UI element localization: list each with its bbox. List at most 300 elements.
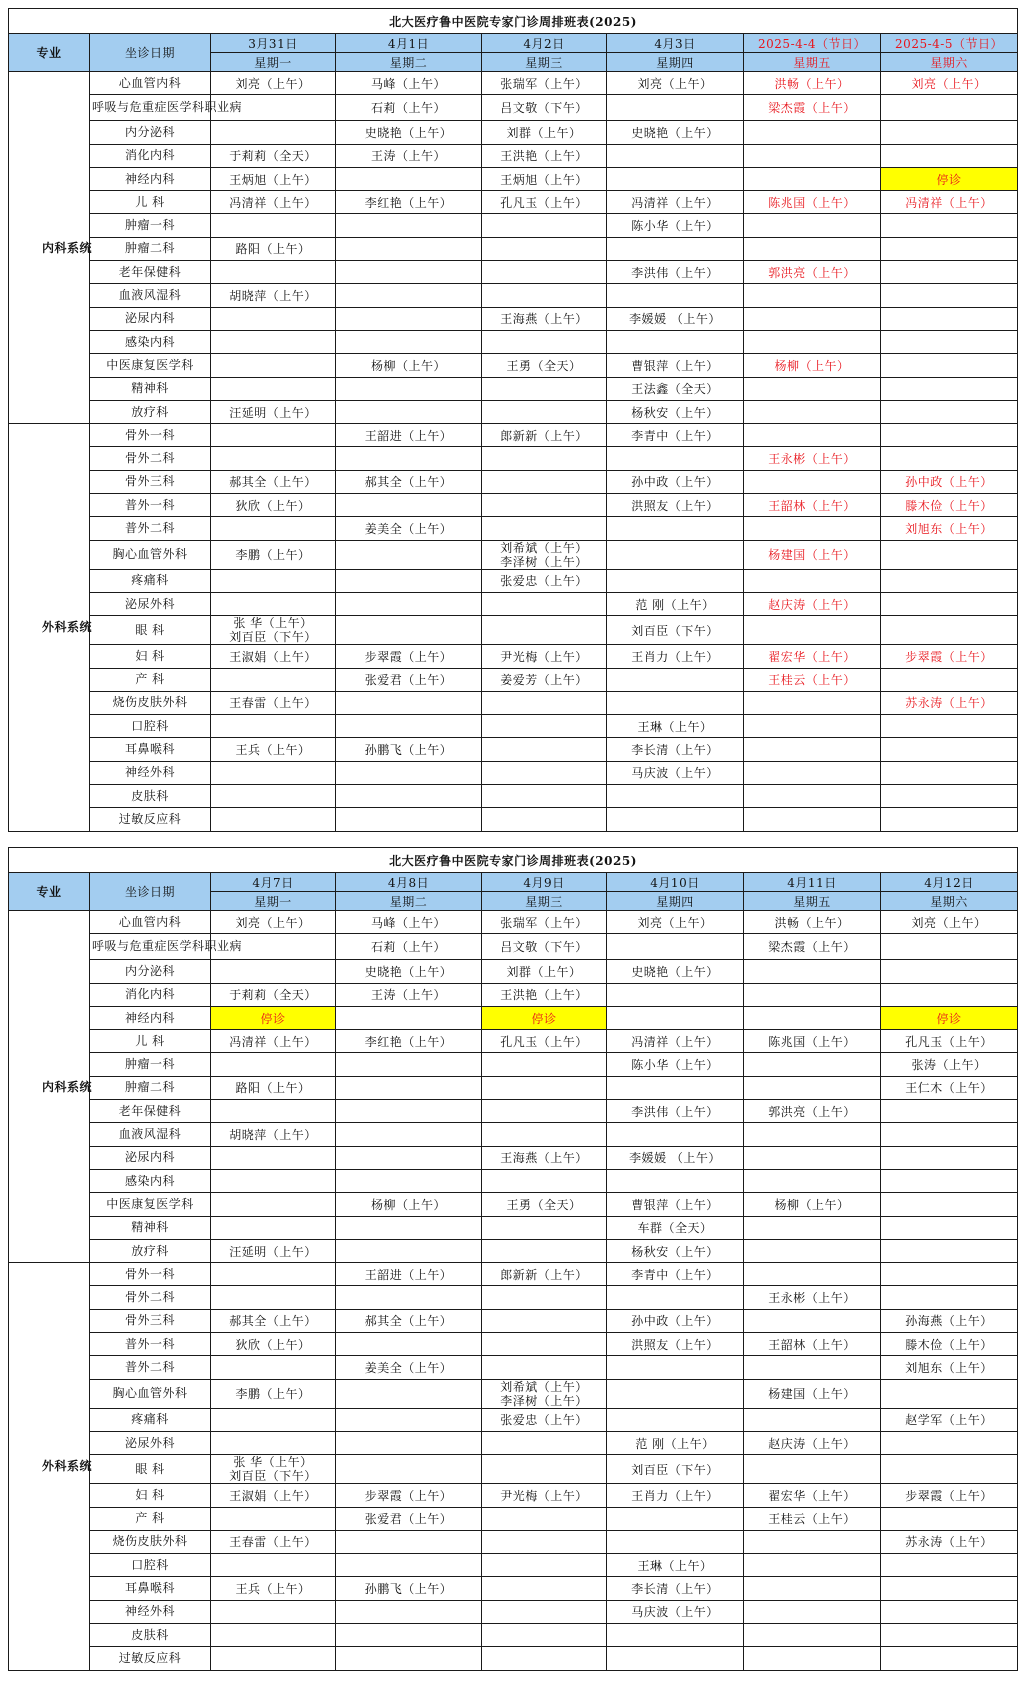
doctor-cell [881, 1100, 1018, 1123]
doctor-cell [336, 284, 482, 307]
department-name: 呼吸与危重症医学科职业病 [90, 934, 211, 960]
department-name: 骨外二科 [90, 1286, 211, 1309]
doctor-cell: 王韶林（上午） [744, 494, 881, 517]
department-name: 疼痛科 [90, 1408, 211, 1431]
doctor-cell [881, 1239, 1018, 1262]
doctor-cell [881, 284, 1018, 307]
doctor-cell [336, 447, 482, 470]
table-row [9, 470, 1018, 493]
doctor-cell [336, 400, 482, 423]
week-schedule-1 [8, 8, 1016, 832]
doctor-cell [336, 1624, 482, 1647]
doctor-cell [607, 1076, 744, 1099]
doctor-cell [881, 214, 1018, 237]
doctor-cell [336, 1647, 482, 1670]
doctor-cell [744, 1309, 881, 1332]
doctor-cell: 曹银萍（上午） [607, 354, 744, 377]
doctor-cell [881, 237, 1018, 260]
doctor-cell [211, 1169, 336, 1192]
schedule-table [8, 847, 1018, 1671]
doctor-cell [211, 715, 336, 738]
doctor-cell [336, 1100, 482, 1123]
doctor-cell [607, 1286, 744, 1309]
doctor-entry: 李泽树（上午） [500, 1393, 588, 1408]
doctor-cell [336, 1600, 482, 1623]
doctor-cell [881, 592, 1018, 615]
table-row [9, 1408, 1018, 1431]
doctor-cell [482, 400, 607, 423]
doctor-cell [482, 1286, 607, 1309]
doctor-cell [336, 330, 482, 353]
doctor-cell [211, 377, 336, 400]
doctor-cell: 李青中（上午） [607, 424, 744, 447]
department-name: 呼吸与危重症医学科职业病 [90, 95, 211, 121]
department-name: 心血管内科 [90, 911, 211, 934]
doctor-cell [744, 377, 881, 400]
table-row [9, 1006, 1018, 1029]
doctor-cell [211, 1263, 336, 1286]
system-label [9, 911, 93, 1263]
doctor-cell [211, 1356, 336, 1379]
doctor-cell: 张爱君（上午） [336, 668, 482, 691]
doctor-cell: 王永彬（上午） [744, 447, 881, 470]
doctor-cell [607, 983, 744, 1006]
doctor-cell: 刘亮（上午） [607, 911, 744, 934]
doctor-cell: 李红艳（上午） [336, 191, 482, 214]
doctor-cell: 杨建国（上午） [744, 1379, 881, 1408]
doctor-cell [744, 960, 881, 983]
table-row [9, 72, 1018, 95]
table-row [9, 284, 1018, 307]
doctor-cell [744, 517, 881, 540]
table-row [9, 1507, 1018, 1530]
doctor-cell: 李长清（上午） [607, 1577, 744, 1600]
doctor-cell [482, 1431, 607, 1454]
table-row [9, 808, 1018, 831]
doctor-cell [336, 592, 482, 615]
day-date-header: 2025-4-4（节日） [744, 34, 881, 53]
table-row [9, 1600, 1018, 1623]
doctor-cell: 王仁木（上午） [881, 1076, 1018, 1099]
doctor-cell: 孙中政（上午） [607, 470, 744, 493]
doctor-cell [744, 569, 881, 592]
table-row [9, 1530, 1018, 1553]
doctor-cell [607, 934, 744, 960]
doctor-cell [336, 785, 482, 808]
table-row [9, 1647, 1018, 1670]
doctor-cell: 姜美全（上午） [336, 517, 482, 540]
department-name: 泌尿内科 [90, 1146, 211, 1169]
doctor-cell: 刘亮（上午） [607, 72, 744, 95]
doctor-cell: 张爱忠（上午） [482, 1408, 607, 1431]
doctor-cell [744, 1263, 881, 1286]
doctor-cell [211, 668, 336, 691]
doctor-cell [881, 738, 1018, 761]
doctor-cell [482, 1309, 607, 1332]
doctor-cell: 史晓艳（上午） [336, 121, 482, 144]
department-name: 放疗科 [90, 400, 211, 423]
department-name: 皮肤科 [90, 1624, 211, 1647]
doctor-cell: 王肖力（上午） [607, 645, 744, 668]
doctor-cell [211, 1507, 336, 1530]
doctor-cell [211, 1431, 336, 1454]
doctor-cell [607, 1408, 744, 1431]
doctor-cell [482, 738, 607, 761]
doctor-cell [482, 1507, 607, 1530]
doctor-cell [211, 1647, 336, 1670]
doctor-cell [881, 1263, 1018, 1286]
doctor-cell: 孙中政（上午） [881, 470, 1018, 493]
doctor-cell: 王韶进（上午） [336, 1263, 482, 1286]
day-date-header: 4月10日 [607, 873, 744, 892]
doctor-cell: 翟宏华（上午） [744, 645, 881, 668]
doctor-cell [211, 307, 336, 330]
day-weekday-header: 星期一 [211, 892, 336, 911]
doctor-cell [336, 307, 482, 330]
doctor-cell [744, 983, 881, 1006]
doctor-cell [607, 237, 744, 260]
doctor-cell: 汪延明（上午） [211, 400, 336, 423]
doctor-cell: 曹银萍（上午） [607, 1193, 744, 1216]
doctor-cell [881, 400, 1018, 423]
doctor-cell: 刘旭东（上午） [881, 1356, 1018, 1379]
table-row [9, 424, 1018, 447]
doctor-cell: 范 刚（上午） [607, 1431, 744, 1454]
table-row [9, 668, 1018, 691]
doctor-cell: 洪照友（上午） [607, 494, 744, 517]
day-date-header: 4月1日 [336, 34, 482, 53]
doctor-cell [607, 330, 744, 353]
department-name: 普外二科 [90, 1356, 211, 1379]
doctor-cell [482, 470, 607, 493]
doctor-cell [211, 1216, 336, 1239]
doctor-cell [744, 1554, 881, 1577]
doctor-cell: 范 刚（上午） [607, 592, 744, 615]
day-weekday-header: 星期六 [881, 892, 1018, 911]
doctor-cell: 刘亮（上午） [881, 911, 1018, 934]
doctor-cell [881, 1216, 1018, 1239]
day-weekday-header: 星期三 [482, 892, 607, 911]
department-name: 妇 科 [90, 1484, 211, 1507]
department-name: 血液风湿科 [90, 284, 211, 307]
doctor-cell [336, 377, 482, 400]
date-label-header: 坐诊日期 [90, 873, 211, 911]
doctor-cell [482, 214, 607, 237]
doctor-cell: 汪延明（上午） [211, 1239, 336, 1262]
department-name: 肿瘤二科 [90, 237, 211, 260]
doctor-cell [211, 330, 336, 353]
doctor-cell [744, 1408, 881, 1431]
department-name: 眼 科 [90, 1455, 211, 1484]
doctor-cell: 步翠霞（上午） [336, 645, 482, 668]
doctor-cell: 苏永涛（上午） [881, 691, 1018, 714]
doctor-cell [336, 1431, 482, 1454]
table-row [9, 592, 1018, 615]
doctor-cell [881, 1431, 1018, 1454]
day-weekday-header: 星期六 [881, 53, 1018, 72]
doctor-cell: 李青中（上午） [607, 1263, 744, 1286]
table-row [9, 121, 1018, 144]
doctor-cell: 史晓艳（上午） [607, 960, 744, 983]
doctor-cell [211, 1146, 336, 1169]
doctor-cell: 王琳（上午） [607, 715, 744, 738]
schedule-title: 北大医疗鲁中医院专家门诊周排班表(2025) [9, 9, 1018, 34]
doctor-cell: 冯清祥（上午） [607, 1030, 744, 1053]
doctor-cell [211, 569, 336, 592]
doctor-cell [881, 1507, 1018, 1530]
doctor-cell [607, 1624, 744, 1647]
day-weekday-header: 星期二 [336, 53, 482, 72]
department-name: 神经内科 [90, 167, 211, 190]
doctor-cell [336, 1408, 482, 1431]
doctor-cell [881, 1554, 1018, 1577]
doctor-cell [211, 121, 336, 144]
table-row [9, 1123, 1018, 1146]
doctor-entry: 刘希斌（上午） [500, 1379, 588, 1394]
doctor-cell: 陈兆国（上午） [744, 1030, 881, 1053]
doctor-cell: 赵庆涛（上午） [744, 1431, 881, 1454]
doctor-cell [607, 167, 744, 190]
department-name: 精神科 [90, 1216, 211, 1239]
doctor-cell [744, 400, 881, 423]
doctor-cell: 滕木俭（上午） [881, 1333, 1018, 1356]
department-name: 胸心血管外科 [90, 1379, 211, 1408]
doctor-cell: 胡晓萍（上午） [211, 1123, 336, 1146]
doctor-cell [607, 1379, 744, 1408]
table-row [9, 738, 1018, 761]
table-row [9, 1356, 1018, 1379]
department-name: 妇 科 [90, 645, 211, 668]
doctor-cell: 孙海燕（上午） [881, 1309, 1018, 1332]
table-row [9, 377, 1018, 400]
doctor-cell [211, 592, 336, 615]
department-name: 皮肤科 [90, 785, 211, 808]
doctor-cell [607, 668, 744, 691]
doctor-cell: 王桂云（上午） [744, 668, 881, 691]
doctor-cell [881, 95, 1018, 121]
doctor-cell: 王春雷（上午） [211, 1530, 336, 1553]
doctor-cell [336, 1286, 482, 1309]
doctor-cell: 刘亮（上午） [881, 72, 1018, 95]
doctor-cell [744, 1006, 881, 1029]
doctor-cell: 王法鑫（全天） [607, 377, 744, 400]
doctor-cell [336, 1053, 482, 1076]
doctor-cell [881, 934, 1018, 960]
doctor-cell [881, 354, 1018, 377]
department-name: 普外二科 [90, 517, 211, 540]
doctor-entry: 张 华（上午） [233, 616, 313, 631]
doctor-cell: 王兵（上午） [211, 738, 336, 761]
doctor-cell: 杨柳（上午） [336, 1193, 482, 1216]
doctor-cell: 苏永涛（上午） [881, 1530, 1018, 1553]
doctor-cell [336, 1530, 482, 1553]
department-name: 骨外三科 [90, 470, 211, 493]
doctor-cell: 洪畅（上午） [744, 911, 881, 934]
doctor-cell: 王桂云（上午） [744, 1507, 881, 1530]
doctor-cell: 王永彬（上午） [744, 1286, 881, 1309]
doctor-cell [211, 447, 336, 470]
table-row [9, 1146, 1018, 1169]
doctor-cell: 郝其全（上午） [336, 1309, 482, 1332]
department-name: 消化内科 [90, 144, 211, 167]
doctor-cell [336, 1554, 482, 1577]
table-row [9, 1333, 1018, 1356]
doctor-cell: 刘旭东（上午） [881, 517, 1018, 540]
department-name: 烧伤皮肤外科 [90, 1530, 211, 1553]
clinic-closed-cell: 停诊 [482, 1006, 607, 1029]
doctor-cell [881, 1123, 1018, 1146]
doctor-entry: 刘希斌（上午） [500, 540, 588, 555]
doctor-cell: 刘群（上午） [482, 121, 607, 144]
doctor-cell [336, 569, 482, 592]
doctor-cell: 李鹏（上午） [211, 540, 336, 569]
doctor-cell [607, 1123, 744, 1146]
table-row [9, 645, 1018, 668]
doctor-cell [336, 1455, 482, 1484]
department-name: 口腔科 [90, 1554, 211, 1577]
doctor-cell [211, 261, 336, 284]
doctor-cell [211, 960, 336, 983]
doctor-cell [211, 424, 336, 447]
department-name: 感染内科 [90, 1169, 211, 1192]
doctor-cell [482, 1647, 607, 1670]
doctor-cell: 石莉（上午） [336, 95, 482, 121]
day-date-header: 2025-4-5（节日） [881, 34, 1018, 53]
doctor-cell: 王淑娟（上午） [211, 1484, 336, 1507]
department-name: 感染内科 [90, 330, 211, 353]
doctor-cell [211, 1193, 336, 1216]
doctor-cell: 洪照友（上午） [607, 1333, 744, 1356]
table-row [9, 911, 1018, 934]
doctor-cell [607, 1169, 744, 1192]
doctor-cell: 滕木俭（上午） [881, 494, 1018, 517]
doctor-cell: 胡晓萍（上午） [211, 284, 336, 307]
doctor-cell: 马峰（上午） [336, 911, 482, 934]
doctor-cell [211, 616, 336, 645]
doctor-cell: 张瑞军（上午） [482, 72, 607, 95]
doctor-cell: 孔凡玉（上午） [881, 1030, 1018, 1053]
day-date-header: 4月3日 [607, 34, 744, 53]
department-name: 内分泌科 [90, 121, 211, 144]
table-row [9, 1624, 1018, 1647]
doctor-cell [881, 1286, 1018, 1309]
doctor-cell: 张爱君（上午） [336, 1507, 482, 1530]
day-date-header: 3月31日 [211, 34, 336, 53]
doctor-cell [881, 668, 1018, 691]
doctor-cell [607, 1006, 744, 1029]
department-name: 泌尿外科 [90, 1431, 211, 1454]
doctor-cell: 步翠霞（上午） [336, 1484, 482, 1507]
table-row [9, 167, 1018, 190]
doctor-cell [881, 1577, 1018, 1600]
doctor-cell [482, 1076, 607, 1099]
doctor-cell [607, 785, 744, 808]
department-name: 精神科 [90, 377, 211, 400]
department-name: 内分泌科 [90, 960, 211, 983]
doctor-cell: 石莉（上午） [336, 934, 482, 960]
doctor-cell: 翟宏华（上午） [744, 1484, 881, 1507]
department-name: 骨外二科 [90, 447, 211, 470]
doctor-cell [482, 330, 607, 353]
doctor-cell [336, 261, 482, 284]
doctor-cell [744, 1600, 881, 1623]
doctor-cell [744, 761, 881, 784]
doctor-cell [482, 1530, 607, 1553]
doctor-cell: 王涛（上午） [336, 144, 482, 167]
department-name: 放疗科 [90, 1239, 211, 1262]
table-row [9, 447, 1018, 470]
department-name: 中医康复医学科 [90, 1193, 211, 1216]
doctor-cell: 刘百臣（下午） [607, 1455, 744, 1484]
day-date-header: 4月11日 [744, 873, 881, 892]
doctor-cell [881, 1193, 1018, 1216]
department-name: 骨外一科 [90, 1263, 211, 1286]
table-row [9, 1554, 1018, 1577]
doctor-cell: 狄欣（上午） [211, 1333, 336, 1356]
department-name: 疼痛科 [90, 569, 211, 592]
department-name: 神经外科 [90, 761, 211, 784]
doctor-cell [881, 761, 1018, 784]
table-row [9, 983, 1018, 1006]
doctor-cell [211, 1600, 336, 1623]
doctor-entry: 李泽树（上午） [500, 554, 588, 569]
doctor-cell: 王炳旭（上午） [211, 167, 336, 190]
department-name: 骨外三科 [90, 1309, 211, 1332]
department-name: 耳鼻喉科 [90, 1577, 211, 1600]
doctor-cell [336, 167, 482, 190]
doctor-cell [211, 808, 336, 831]
doctor-cell: 孙鹏飞（上午） [336, 1577, 482, 1600]
doctor-cell: 杨柳（上午） [744, 354, 881, 377]
doctor-cell: 于莉莉（全天） [211, 983, 336, 1006]
doctor-cell: 郝其全（上午） [211, 1309, 336, 1332]
doctor-cell [211, 1286, 336, 1309]
doctor-cell: 陈兆国（上午） [744, 191, 881, 214]
doctor-cell: 冯清祥（上午） [607, 191, 744, 214]
doctor-cell [744, 1455, 881, 1484]
day-weekday-header: 星期二 [336, 892, 482, 911]
doctor-cell: 张爱忠（上午） [482, 569, 607, 592]
table-row [9, 1193, 1018, 1216]
doctor-cell [482, 1053, 607, 1076]
day-weekday-header: 星期五 [744, 892, 881, 911]
clinic-closed-cell: 停诊 [881, 167, 1018, 190]
doctor-cell [211, 1455, 336, 1484]
department-name: 心血管内科 [90, 72, 211, 95]
system-name: 内科系统 [42, 1079, 93, 1094]
doctor-cell [482, 1624, 607, 1647]
table-row [9, 1484, 1018, 1507]
doctor-cell [482, 1600, 607, 1623]
doctor-cell: 李红艳（上午） [336, 1030, 482, 1053]
doctor-cell [881, 616, 1018, 645]
doctor-cell [482, 377, 607, 400]
table-row [9, 616, 1018, 645]
system-label [9, 424, 93, 831]
doctor-cell [744, 1146, 881, 1169]
schedule-table [8, 8, 1018, 832]
table-row [9, 261, 1018, 284]
department-name: 肿瘤一科 [90, 1053, 211, 1076]
table-row [9, 307, 1018, 330]
department-name: 口腔科 [90, 715, 211, 738]
doctor-cell: 马庆波（上午） [607, 1600, 744, 1623]
doctor-cell [881, 808, 1018, 831]
doctor-cell [744, 808, 881, 831]
department-name: 耳鼻喉科 [90, 738, 211, 761]
doctor-cell: 王淑娟（上午） [211, 645, 336, 668]
doctor-cell [607, 517, 744, 540]
